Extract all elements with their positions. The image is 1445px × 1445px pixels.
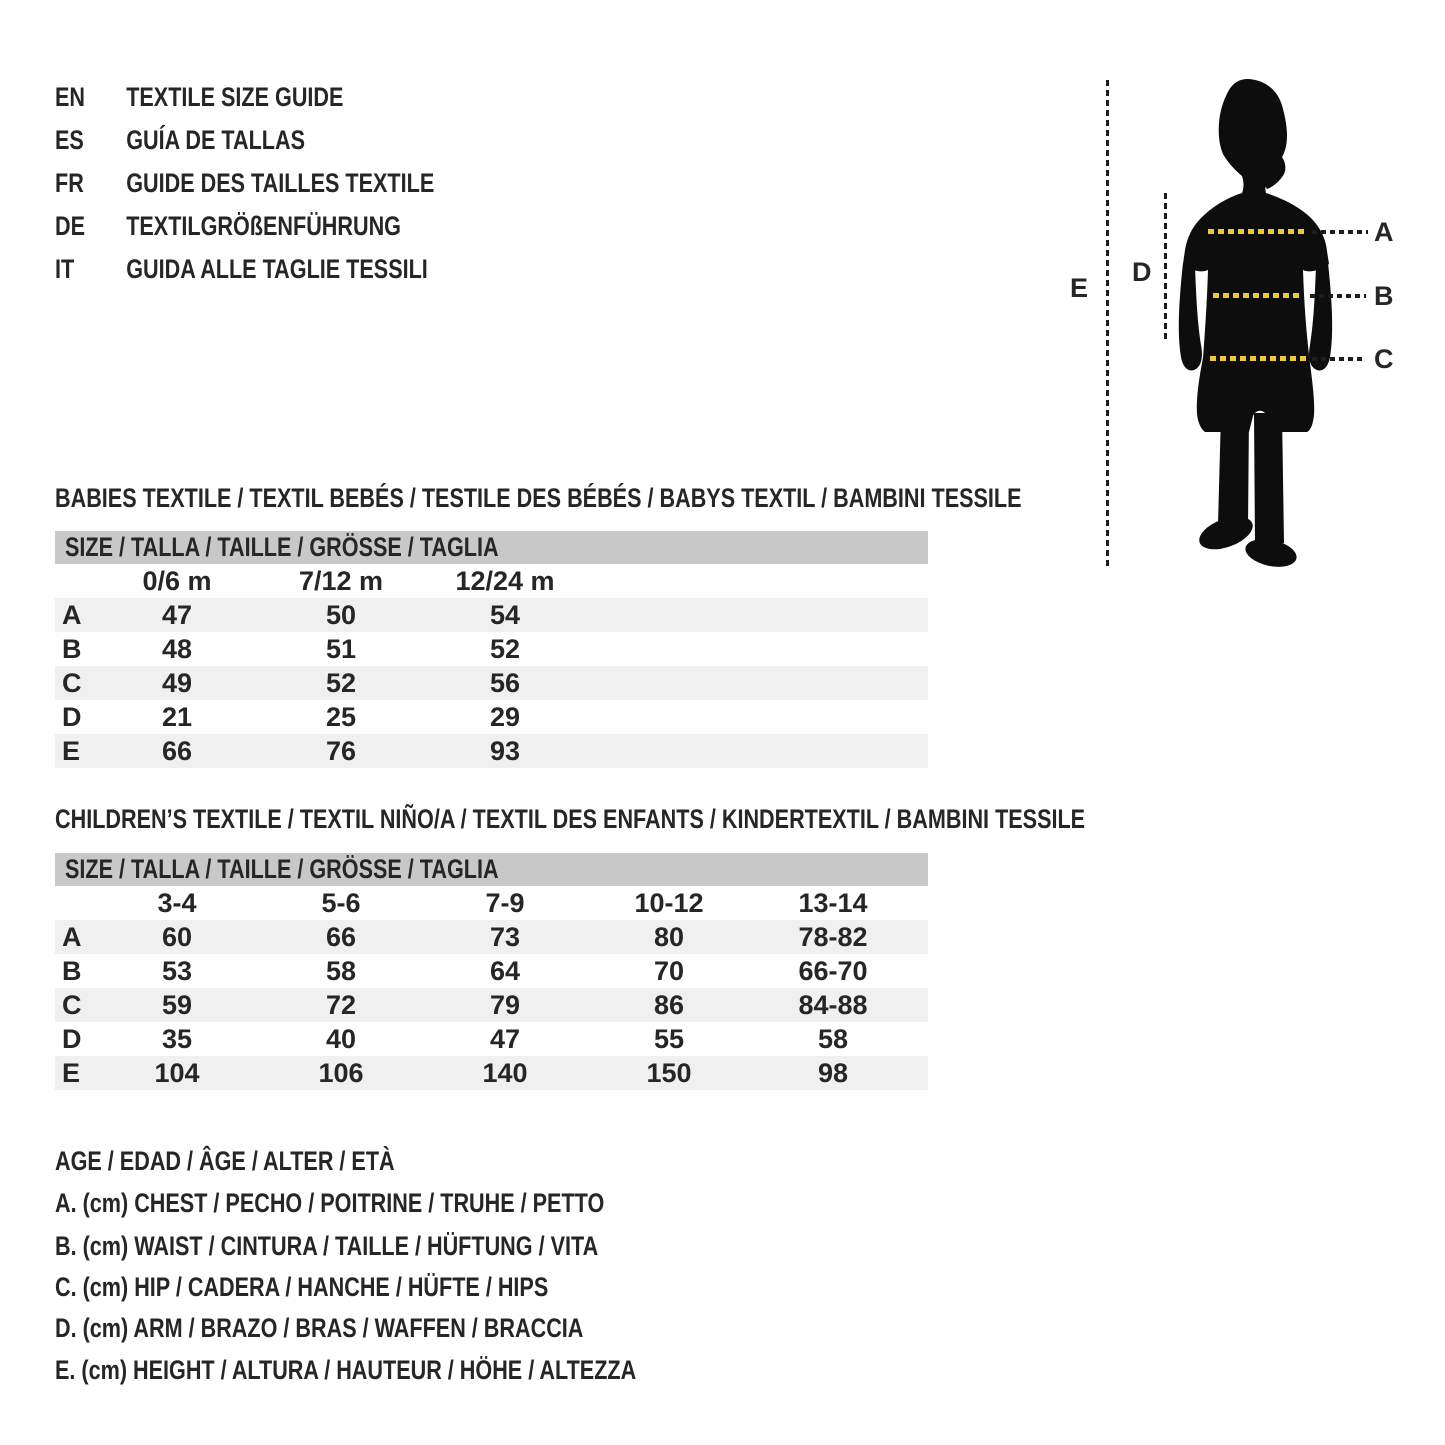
legend-b-waist: B. (cm) WAIST / CINTURA / TAILLE / HÜFTUNG / VITA xyxy=(55,1231,599,1261)
row-label: A xyxy=(62,922,82,952)
chest-a-leader-dots xyxy=(1312,230,1368,234)
filler-cell xyxy=(587,598,928,632)
cell-value: 73 xyxy=(489,922,521,952)
cell-value: 54 xyxy=(489,600,521,630)
table-row xyxy=(55,988,928,1022)
table-row xyxy=(55,666,928,700)
lang-code-fr: FR xyxy=(55,168,84,198)
filler-cell xyxy=(587,632,928,666)
cell-value: 104 xyxy=(154,1058,200,1088)
table-row xyxy=(55,1056,928,1090)
arm-d-dotted-line xyxy=(1164,193,1167,343)
corner-cell xyxy=(55,564,95,598)
babies-col-2: 12/24 m xyxy=(455,566,555,596)
title-line-de xyxy=(55,210,401,242)
children-size-header-bar xyxy=(55,853,928,886)
hip-c-yellow-dashes xyxy=(1210,356,1306,361)
waist-b-leader-dots xyxy=(1310,294,1366,298)
cell-value: 80 xyxy=(653,922,685,952)
cell-value: 76 xyxy=(325,736,357,766)
cell-value: 47 xyxy=(489,1024,521,1054)
label-a: A xyxy=(1374,217,1394,247)
title-fr: GUIDE DES TAILLES TEXTILE xyxy=(126,168,435,198)
row-label: C xyxy=(62,990,82,1020)
title-en: TEXTILE SIZE GUIDE xyxy=(126,82,344,112)
cell-value: 47 xyxy=(161,600,193,630)
babies-size-header-bar xyxy=(55,531,928,564)
filler-cell xyxy=(587,700,928,734)
table-row xyxy=(55,700,928,734)
filler-cell xyxy=(915,988,928,1022)
cell-value: 66 xyxy=(325,922,357,952)
children-col-1: 5-6 xyxy=(321,888,361,918)
lang-code-en: EN xyxy=(55,82,86,112)
table-row xyxy=(55,1022,928,1056)
cell-value: 66 xyxy=(161,736,193,766)
chest-a-yellow-dashes xyxy=(1208,229,1306,234)
title-de: TEXTILGRÖßENFÜHRUNG xyxy=(126,211,401,241)
legend-d-arm: D. (cm) ARM / BRAZO / BRAS / WAFFEN / BRACCIA xyxy=(55,1313,584,1343)
silhouette-right-leg xyxy=(1254,413,1284,545)
table-row xyxy=(55,632,928,666)
row-label: C xyxy=(62,668,82,698)
filler-cell xyxy=(587,666,928,700)
children-column-header-row xyxy=(55,886,928,920)
cell-value: 60 xyxy=(161,922,193,952)
cell-value: 98 xyxy=(817,1058,849,1088)
filler-cell xyxy=(915,1022,928,1056)
row-label: E xyxy=(62,736,81,766)
babies-size-table xyxy=(55,531,928,768)
legend-c-hip: C. (cm) HIP / CADERA / HANCHE / HÜFTE / HIPS xyxy=(55,1272,549,1302)
label-b: B xyxy=(1374,281,1394,311)
cell-value: 52 xyxy=(325,668,357,698)
filler-cell xyxy=(915,920,928,954)
label-d: D xyxy=(1132,257,1152,287)
cell-value: 35 xyxy=(161,1024,193,1054)
babies-column-header-row xyxy=(55,564,928,598)
row-label: D xyxy=(62,1024,82,1054)
legend-a-chest: A. (cm) CHEST / PECHO / POITRINE / TRUHE / PETTO xyxy=(55,1188,605,1218)
silhouette-right-arm xyxy=(1309,263,1332,371)
filler-cell xyxy=(587,734,928,768)
babies-col-1: 7/12 m xyxy=(298,566,384,596)
children-section-title: CHILDREN’S TEXTILE / TEXTIL NIÑO/A / TEXTIL DES ENFANTS / KINDERTEXTIL / BAMBINI TESSILE xyxy=(55,804,1086,834)
title-es: GUÍA DE TALLAS xyxy=(126,125,305,155)
title-line-it xyxy=(55,253,428,285)
cell-value: 106 xyxy=(318,1058,364,1088)
table-row xyxy=(55,598,928,632)
cell-value: 51 xyxy=(325,634,357,664)
cell-value: 59 xyxy=(161,990,193,1020)
cell-value: 49 xyxy=(161,668,193,698)
cell-value: 52 xyxy=(489,634,521,664)
title-line-en xyxy=(55,81,343,113)
label-e: E xyxy=(1070,273,1089,303)
legend-age: AGE / EDAD / ÂGE / ALTER / ETÀ xyxy=(55,1146,395,1176)
row-label: B xyxy=(62,956,82,986)
babies-section-title: BABIES TEXTILE / TEXTIL BEBÉS / TESTILE DES BÉBÉS / BABYS TEXTIL / BAMBINI TESSILE xyxy=(55,483,1022,513)
legend-e-height: E. (cm) HEIGHT / ALTURA / HAUTEUR / HÖHE / ALTEZZA xyxy=(55,1355,637,1385)
hip-c-leader-dots xyxy=(1312,357,1366,361)
cell-value: 56 xyxy=(489,668,521,698)
children-size-table xyxy=(55,853,928,1090)
waist-b-yellow-dashes xyxy=(1213,293,1301,298)
children-col-4: 13-14 xyxy=(798,888,868,918)
cell-value: 93 xyxy=(489,736,521,766)
children-col-3: 10-12 xyxy=(634,888,704,918)
lang-code-it: IT xyxy=(55,254,75,284)
row-label: D xyxy=(62,702,82,732)
row-label: E xyxy=(62,1058,81,1088)
table-row xyxy=(55,734,928,768)
child-silhouette xyxy=(1168,75,1343,570)
cell-value: 29 xyxy=(489,702,521,732)
babies-size-header-label: SIZE / TALLA / TAILLE / GRÖSSE / TAGLIA xyxy=(65,532,499,562)
filler-cell xyxy=(915,1056,928,1090)
cell-value: 66-70 xyxy=(798,956,868,986)
corner-cell xyxy=(55,886,95,920)
cell-value: 53 xyxy=(161,956,193,986)
lang-code-es: ES xyxy=(55,125,84,155)
table-row xyxy=(55,920,928,954)
lang-code-de: DE xyxy=(55,211,86,241)
filler-cell xyxy=(915,954,928,988)
cell-value: 48 xyxy=(161,634,193,664)
children-col-0: 3-4 xyxy=(157,888,197,918)
title-it: GUIDA ALLE TAGLIE TESSILI xyxy=(126,254,428,284)
cell-value: 21 xyxy=(161,702,193,732)
cell-value: 79 xyxy=(489,990,521,1020)
cell-value: 150 xyxy=(646,1058,692,1088)
babies-col-0: 0/6 m xyxy=(142,566,212,596)
silhouette-body xyxy=(1183,79,1329,432)
cell-value: 55 xyxy=(653,1024,685,1054)
children-size-header-label: SIZE / TALLA / TAILLE / GRÖSSE / TAGLIA xyxy=(65,854,499,884)
filler-cell xyxy=(587,564,928,598)
height-e-dotted-line xyxy=(1106,80,1109,570)
silhouette-right-foot xyxy=(1243,535,1299,570)
label-c: C xyxy=(1374,344,1394,374)
cell-value: 84-88 xyxy=(798,990,868,1020)
filler-cell xyxy=(915,886,928,920)
cell-value: 58 xyxy=(817,1024,849,1054)
silhouette-left-leg xyxy=(1218,413,1249,527)
cell-value: 70 xyxy=(653,956,685,986)
cell-value: 72 xyxy=(325,990,357,1020)
cell-value: 78-82 xyxy=(798,922,868,952)
cell-value: 58 xyxy=(325,956,357,986)
row-label: B xyxy=(62,634,82,664)
cell-value: 86 xyxy=(653,990,685,1020)
children-col-2: 7-9 xyxy=(485,888,525,918)
cell-value: 25 xyxy=(325,702,357,732)
cell-value: 40 xyxy=(325,1024,357,1054)
title-line-es xyxy=(55,124,305,156)
cell-value: 64 xyxy=(489,956,521,986)
title-line-fr xyxy=(55,167,434,199)
row-label: A xyxy=(62,600,82,630)
cell-value: 140 xyxy=(482,1058,528,1088)
table-row xyxy=(55,954,928,988)
silhouette-left-arm xyxy=(1179,263,1202,371)
cell-value: 50 xyxy=(325,600,357,630)
